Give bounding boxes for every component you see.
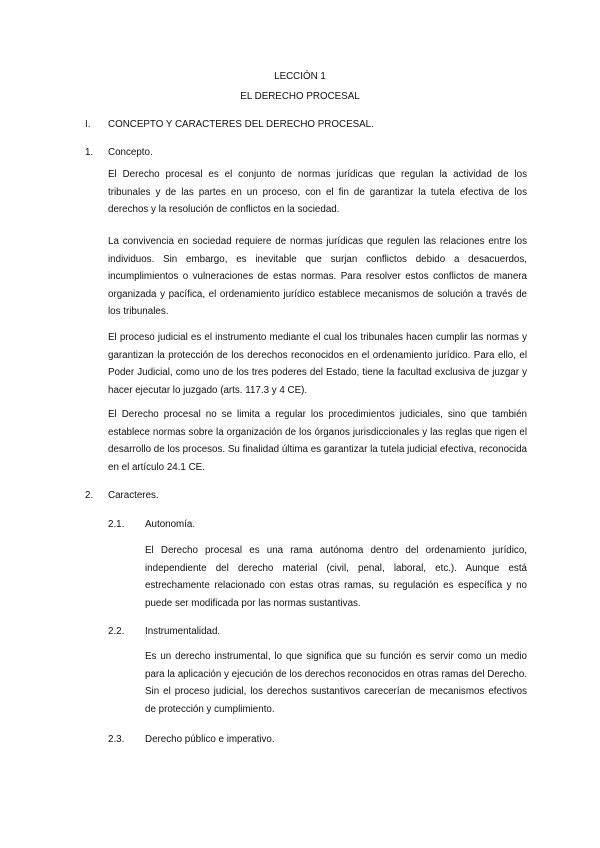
subsection-heading: Concepto. <box>108 147 153 158</box>
paragraph: El Derecho procesal es el conjunto de normas jurídicas que regulan la actividad de los tribunales y de las partes en un proceso, con el fin de garantizar la tutela efectiva de los derechos y la resolución de conflictos en la sociedad. <box>108 169 527 216</box>
subsection-number: 1. <box>85 147 94 158</box>
subsection-heading: Instrumentalidad. <box>145 626 221 637</box>
subsection-number: 2.3. <box>108 734 125 745</box>
paragraph: El Derecho procesal es una rama autónoma dentro del ordenamiento jurídico, independiente del derecho material (civil, penal, laboral, etc.). Aunque está estrechamente relacionado con estas otras ramas, su regulación es específica y no puede ser modificada por las normas sustantivas. <box>145 545 527 609</box>
subsection-heading: Derecho público e imperativo. <box>145 734 275 745</box>
subsection-number: 2. <box>85 490 94 501</box>
paragraph: Es un derecho instrumental, lo que significa que su función es servir como un medio para la aplicación y ejecución de los derechos reconocidos en otras ramas del Derecho. Sin el proceso judicial, los derechos sustantivos carecerían de mecanismos efectivos de protección y cumplimiento. <box>145 651 527 715</box>
document-title: EL DERECHO PROCESAL <box>240 91 360 102</box>
lesson-label: LECCIÓN 1 <box>274 71 326 82</box>
section-number: I. <box>85 119 91 130</box>
paragraph: La convivencia en sociedad requiere de normas jurídicas que regulen las relaciones entre los individuos. Sin embargo, es inevitable que surjan conflictos debido a desacuerdos, incumplimientos o vulneraciones de estas normas. Para resolver estos conflictos de manera organizada y pacífica, el ordenamiento jurídico establece mecanismos de solución a través de los tribunales. <box>108 236 527 318</box>
subsection-heading: Autonomía. <box>145 519 196 530</box>
subsection-number: 2.2. <box>108 626 125 637</box>
paragraph: El Derecho procesal no se limita a regular los procedimientos judiciales, sino que también establece normas sobre la organización de los órganos jurisdiccionales y las reglas que rigen el desarrollo de los procesos. Su finalidad última es garantizar la tutela judicial efectiva, reconocida en el artículo 24.1 CE. <box>108 409 527 473</box>
subsection-heading: Caracteres. <box>108 490 159 501</box>
subsection-number: 2.1. <box>108 519 125 530</box>
paragraph: El proceso judicial es el instrumento mediante el cual los tribunales hacen cumplir las normas y garantizan la protección de los derechos reconocidos en el ordenamiento jurídico. Para ello, el Poder Judicial, como uno de los tres poderes del Estado, tiene la facultad exclusiva de juzgar y hacer ejecutar lo juzgado (arts. 117.3 y 4 CE). <box>108 332 527 396</box>
section-heading: CONCEPTO Y CARACTERES DEL DERECHO PROCESAL. <box>108 119 374 130</box>
